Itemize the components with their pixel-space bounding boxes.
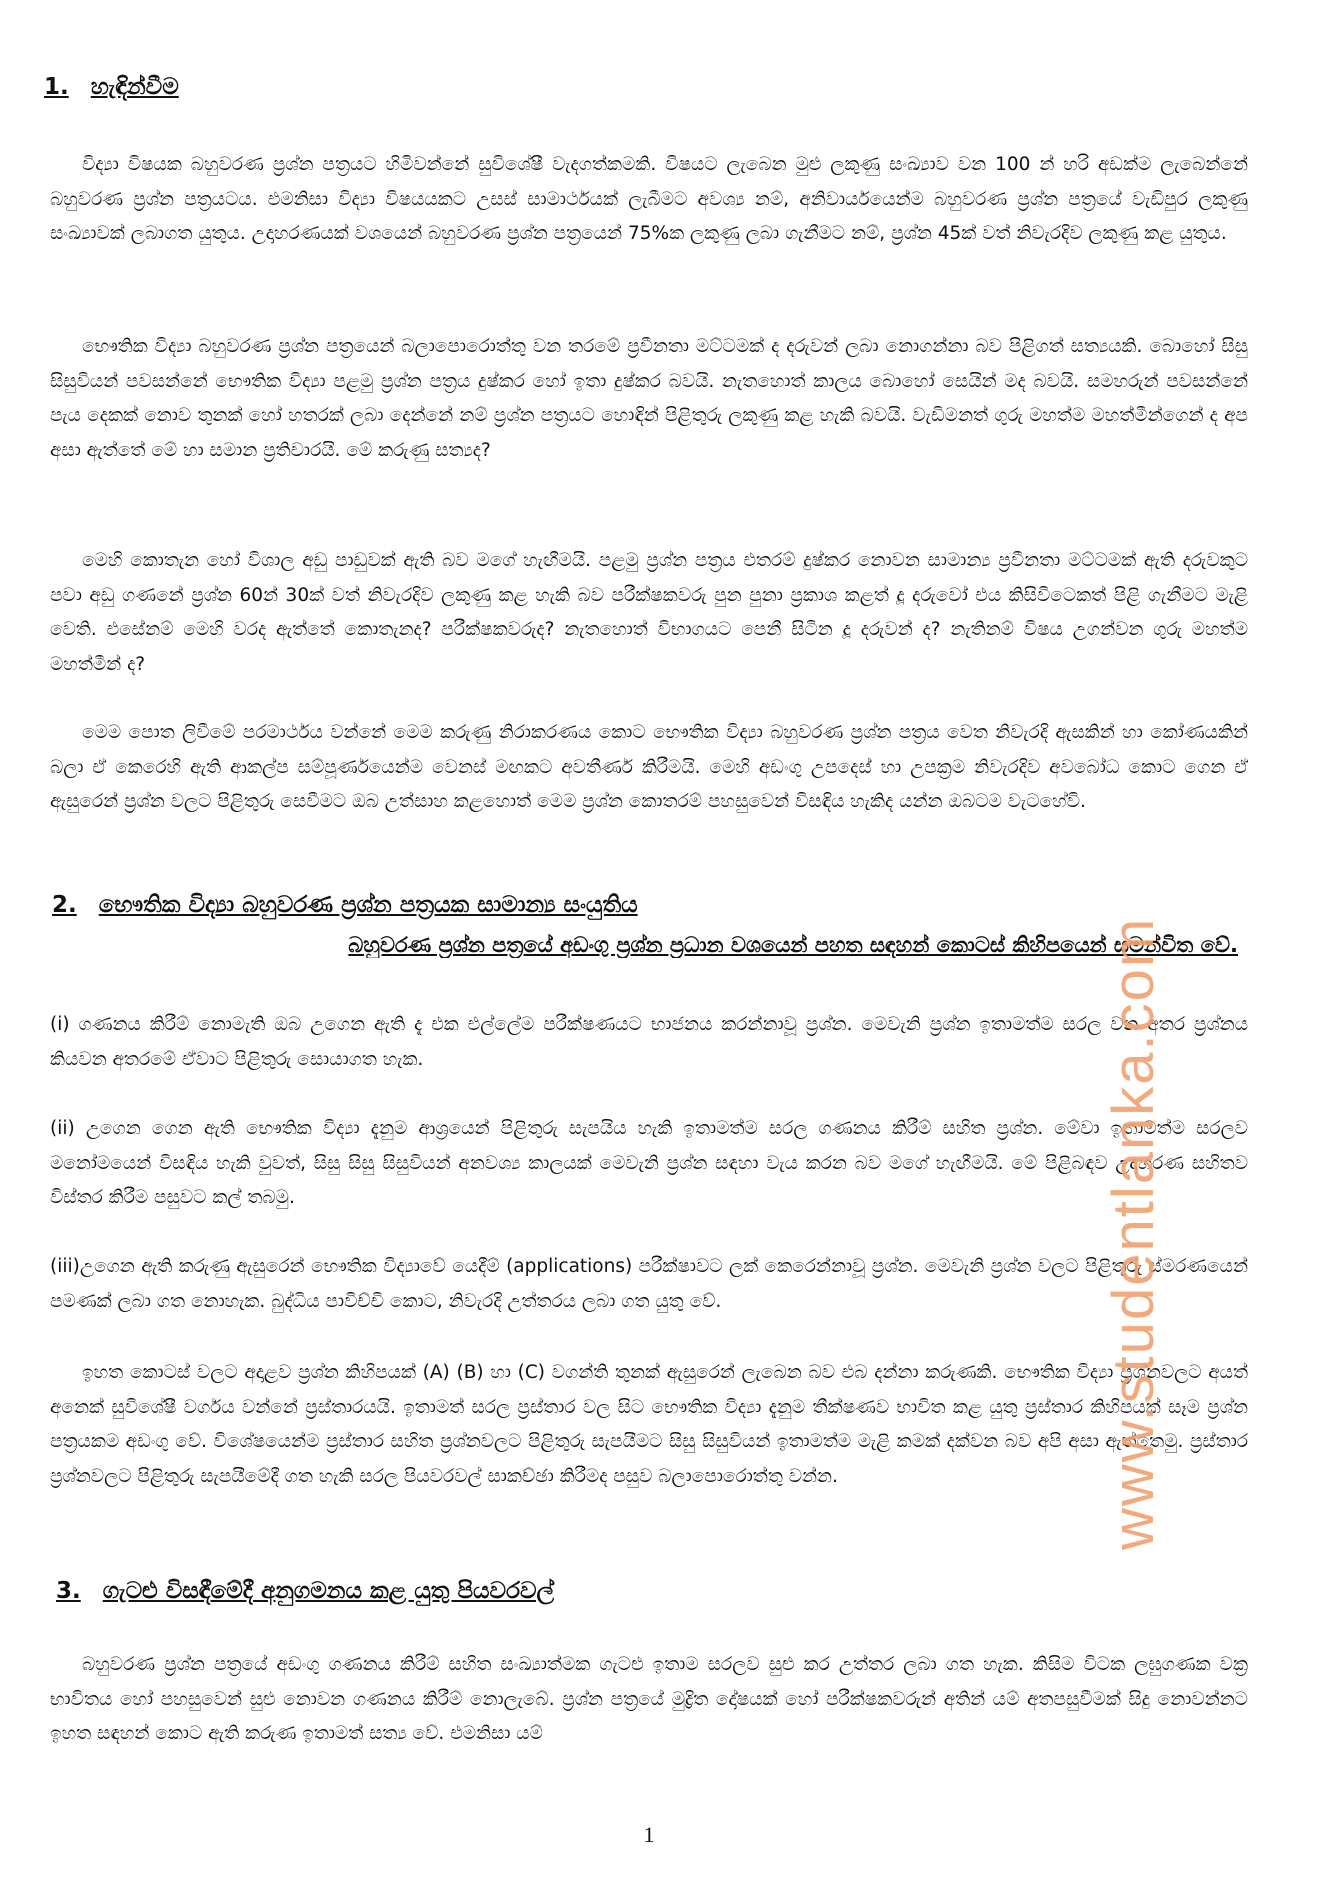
section-1-paragraph-3: මෙහි කොතැන හෝ විශාල අඩු පාඩුවක් ඇති බව මගේ හැඟීමයි. පළමු ප්‍රශ්න පත්‍රය එතරම් දුෂ්කර නොවන සාමාන්‍ය ප්‍රවීනතා මට්ටමක් ඇති දරුවකුට පවා අඩු ගණනේ ප්‍රශ්න 60න් 30ක් වත් නිවැරදිව ලකුණු කළ හැකි බව පරීක්ෂකවරු පුන පුනා ප්‍රකාශ කළත් දූ දරුවෝ එය කිසිවිටෙකත් පිළි ගැනීමට මැළි වෙති. එසේනම් මෙහි වරද ඇත්තේ කොතැනද? පරීක්ෂකවරුද? නැතහොත් විභාගයට පෙනී සිටින දූ දරුවන් ද? නැතිනම් විෂය උගන්වන ගුරු මහත්ම මහත්මීන් ද? xyxy=(50,550,1248,675)
section-2-number: 2. xyxy=(52,892,77,918)
section-2-item-i: (i) ගණනය කිරීම් නොමැති ඔබ උගෙන ඇති දැ එක එල්ලේම පරීක්ෂණයට භාජනය කරන්නාවූ ප්‍රශ්න. මෙවැනි ප්‍රශ්න ඉතාමත්ම සරල වන අතර ප්‍රශ්නය කියවන අතරමේ ඒවාට පිළිතුරු සොයාගත හැක. xyxy=(50,1014,1248,1070)
section-2-item-iii: (iii)උගෙන ඇති කරුණු ඇසුරෙන් භෞතික විද්‍යාවේ යෙදීම් (applications) පරීක්ෂාවට ලක් කෙරෙන්නාවූ ප්‍රශ්න. මෙවැනි ප්‍රශ්න වලට පිළිතුරු ස්මරණයෙන් පමණක් ලබා ගත නොහැක. බුද්ධිය පාවිච්චි කොට, නිවැරදි උත්තරය ලබා ගත යුතු වේ. xyxy=(50,1256,1248,1312)
section-3-paragraph-1: බහුවරණ ප්‍රශ්න පත්‍රයේ අඩංගු ගණනය කිරීම් සහිත සංඛ්‍යාත්මක ගැටළු ඉතාම සරලව සුළු කර උත්තර ලබා ගත හැක. කිසිම විටක ලඝුගණක වක්‍ර භාවිතය හෝ පහසුවෙන් සුළු නොවන ගණනය කිරීම් නොලැබේ. ප්‍රශ්න පත්‍රයේ මුද්‍රිත දෝෂයක් හෝ පරීක්ෂකවරුන් අතින් යම් අතපසුවීමක් සිදු නොවන්නට ඉහත සඳහන් කොට ඇති කරුණ ඉතාමත් සත්‍ය වේ. එමනිසා යම් xyxy=(50,1654,1248,1744)
section-2-item-ii: (ii) උගෙන ගෙන ඇති භෞතික විද්‍යා දැනුම ආශ්‍රයෙන් පිළිතුරු සැපයිය හැකි ඉතාමත්ම සරල ගණනය කිරීම් සහිත ප්‍රශ්න. මේවා ඉතාමත්ම සරලව මනෝමයෙන් විසඳිය හැකි වුවත්, සිසු සිසු සිසුවියන් අනවශ්‍ය කාලයක් මෙවැනි ප්‍රශ්න සඳහා වැය කරන බව මගේ හැඟීමයි. මේ පිළිබඳව උදාහරණ සහිතව විස්තර කිරීම පසුවට කල් තබමු. xyxy=(50,1118,1248,1208)
section-3-title: ගැටළු විසඳීමේදී අනුගමනය කළ යුතු පියවරවල් xyxy=(102,1578,555,1604)
section-1-paragraph-4: මෙම පොත ලිවීමේ පරමාර්ථය වන්නේ මෙම කරුණු නිරාකරණය කොට භෞතික විද්‍යා බහුවරණ ප්‍රශ්න පත්‍රය වෙත නිවැරදි ඇසකින් හා කෝණයකින් බලා ඒ කෙරෙහි ඇති ආකල්ප සම්පූර්ණයෙන්ම වෙනස් මඟකට අවතීර්ණ කිරීමයි. මෙහි අඩංගු උපදෙස් හා උපක්‍රම නිවැරදිව අවබෝධ කොට ගෙන ඒ ඇසුරෙන් ප්‍රශ්න වලට පිළිතුරු සෙවීමට ඔබ උත්සාහ කළහොත් මෙම ප්‍රශ්න කොතරම් පහසුවෙන් විසඳිය හැකිද යන්න ඔබටම වැටහේවි. xyxy=(50,722,1248,812)
section-1-number: 1. xyxy=(44,74,69,100)
section-1-title: හැඳින්වීම xyxy=(90,74,179,100)
section-2-paragraph: ඉහත කොටස් වලට අදාළව ප්‍රශ්න කිහිපයක් (A) (B) හා (C) වගන්ති තුනක් ඇසුරෙන් ලැබෙන බව එබ දන්නා කරුණකි. භෞතික විද්‍යා ප්‍රශ්නවලට අයත් අනෙක් සුවිශේෂී වර්ගය වන්නේ ප්‍රස්තාරයයි. ඉතාමත් සරල ප්‍රස්තාර වල සිට භෞතික විද්‍යා දැනුම තීක්ෂණව භාවිත කළ යුතු ප්‍රස්තාර කිහිපයක් සෑම ප්‍රශ්න පත්‍රයකම අඩංගු වේ. විශේෂයෙන්ම ප්‍රස්තාර සහිත ප්‍රශ්නවලට පිළිතුරු සැපයීමට සිසු සිසුවියන් ඉතාමත්ම මැළි කමක් දක්වන බව අපි අසා ඇත්තෙමු. ප්‍රස්තාර ප්‍රශ්නවලට පිළිතුරු සැපයීමේදී ගත හැකි සරල පියවරවල් සාකච්ඡා කිරීමද පසුව බලාපොරොත්තු වන්න. xyxy=(50,1362,1248,1487)
section-1-paragraph-1: විද්‍යා විෂයක බහුවරණ ප්‍රශ්න පත්‍රයට හිමිවන්නේ සුවිශේෂී වැදගත්කමකි. විෂයට ලැබෙන මුළු ලකුණු සංඛ්‍යාව වන 100 න් හරි අඩක්ම ලැබෙන්නේ බහුවරණ ප්‍රශ්න පත්‍රයටය. එමනිසා විද්‍යා විෂයයකට උසස් සාමාර්ථයක් ලැබීමට අවශ්‍ය නම්, අනිවාර්යයෙන්ම බහුවරණ ප්‍රශ්න පත්‍රයේ වැඩිපුර ලකුණු සංඛ්‍යාවක් ලබාගත යුතුය. උදාහරණයක් වශයෙන් බහුවරණ ප්‍රශ්න පත්‍රයෙන් 75%ක ලකුණු ලබා ගැනීමට නම්, ප්‍රශ්න 45ක් වත් නිවැරදිව ලකුණු කළ යුතුය. xyxy=(50,154,1248,244)
section-2-title: භෞතික විද්‍යා බහුවරණ ප්‍රශ්න පත්‍රයක සාමාන්‍ය සංයුතිය xyxy=(98,892,638,918)
section-1-heading xyxy=(44,74,179,100)
watermark-text: www.studentlanka.com xyxy=(1101,916,1166,1550)
section-2-heading xyxy=(52,892,638,918)
page-number: 1 xyxy=(643,1822,655,1847)
section-1-paragraph-2: භෞතික විද්‍යා බහුවරණ ප්‍රශ්න පත්‍රයෙන් බලාපොරොත්තු වන තරමේ ප්‍රවීනතා මට්ටමක් ද දරුවන් ලබා නොගන්නා බව පිළිගත් සත්‍යයකි. බොහෝ සිසු සිසුවියන් පවසන්නේ භෞතික විද්‍යා පළමු ප්‍රශ්න පත්‍රය දුෂ්කර හෝ ඉතා දුෂ්කර බවයි. නැතහොත් කාලය බොහෝ සෙයින් මද බවයි. සමහරුන් පවසන්නේ පැය දෙකක් නොව තුනක් හෝ හතරක් ලබා දෙන්නේ නම් ප්‍රශ්න පත්‍රයට හොඳින් පිළිතුරු ලකුණු කළ හැකි බවයි. වැඩිමනත් ගුරු මහත්ම මහත්මීන්ගෙන් ද අප අසා ඇත්තේ මේ හා සමාන ප්‍රතිචාරයි. මේ කරුණු සත්‍යද? xyxy=(50,336,1248,461)
section-3-number: 3. xyxy=(56,1578,81,1604)
section-2-subtitle: බහුවරණ ප්‍රශ්න පත්‍රයේ අඩංගු ප්‍රශ්න ප්‍රධාන වශයෙන් පහත සඳහන් කොටස් කිහිපයෙන් සමන්විත වේ. xyxy=(348,933,1238,957)
section-3-heading xyxy=(56,1578,554,1604)
